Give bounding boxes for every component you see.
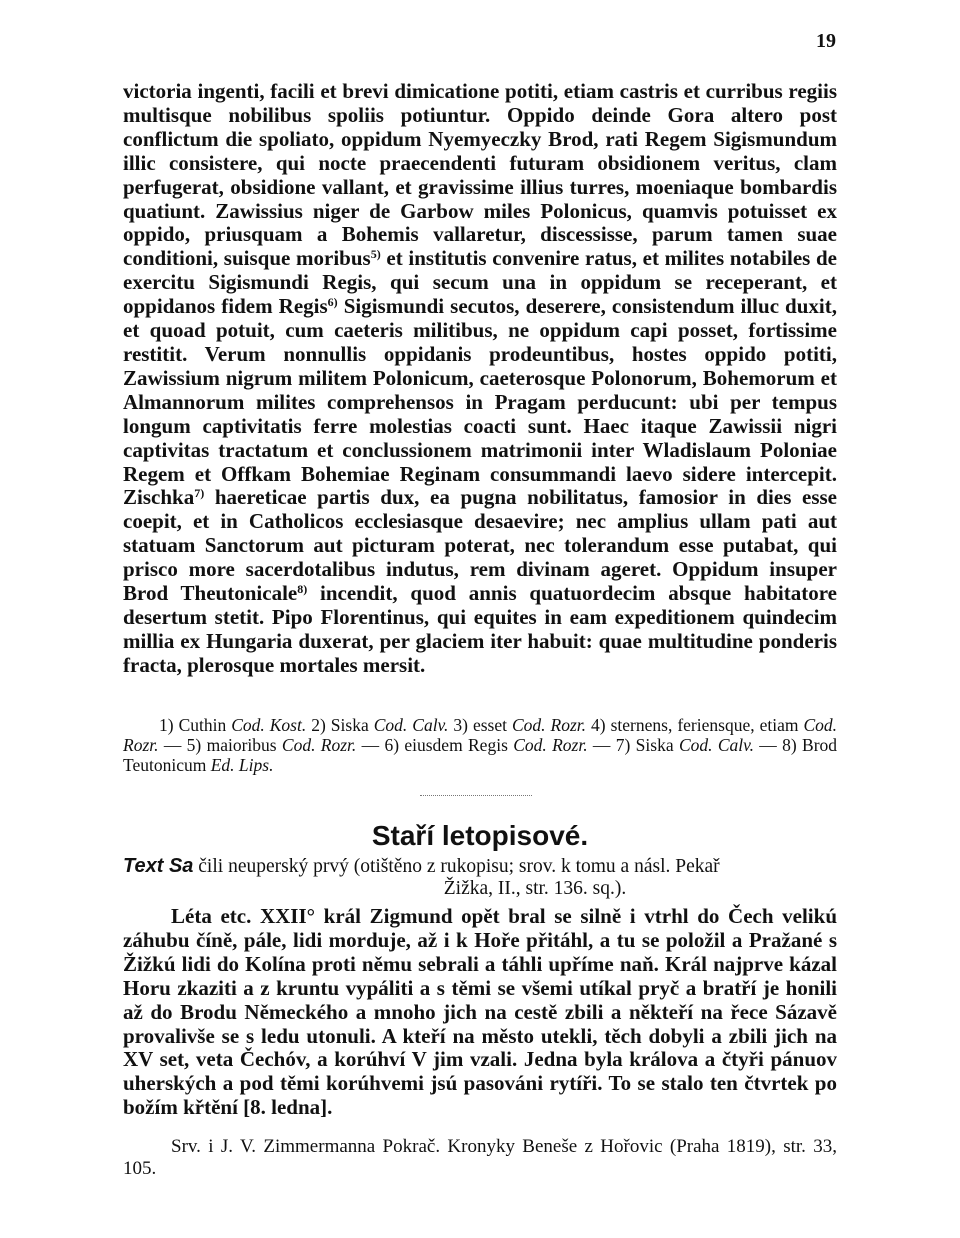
latin-text-part-5: incendit, quod annis quatuordecim absque habitatore desertum stetit. Pipo Florentinus, qui equites in eam expeditionem quindecim millia ex Hungaria duxerat, per glaciem iter habuit: quae multitudine ponderis fracta, plerosque mortales mersit. [123,581,837,677]
latin-text-part-2: et institutis convenire ratus, et milites notabiles de exercitu Sigismundi Regis, qui secum una in oppidum se receperant, et oppidanos fidem Regis [123,246,838,319]
source-note [123,1136,837,1180]
footnote-text: Siska [630,735,679,755]
footnote-text: Brod Teutonicum [123,735,838,775]
footnote-text: esset [467,715,512,735]
latin-paragraph [123,80,837,678]
footnote-ref-7: 7) [194,486,205,501]
footnote-text: eiusdem Regis [399,735,514,755]
source-note-text: Srv. i J. V. Zimmermanna Pokrač. Kronyky Beneše z Hořovic (Praha 1819), str. 33, 105. [123,1136,837,1179]
footnote-marker: — 8) [753,735,797,755]
footnote-source: Cod. Kost. [231,715,307,735]
footnote-source: Cod. Rozr. [512,715,587,735]
text-label: Text Sa [123,855,194,877]
section-divider [420,795,532,796]
footnote-ref-5: 5) [370,247,381,262]
footnote-text: maioribus [201,735,282,755]
czech-paragraph: Léta etc. XXII° král Zigmund opět bral se silně i vtrhl do Čech velikú záhubu číně, pále, lidi morduje, až i k Hoře přitáhl, a tu se položil a Pražané s Žižkú lidi do Kolína proti němu sebrali a táhli upříme naň. Král najprve kázal Horu zkaziti a z kruntu vypáliti a s těmi se všemi utíkal pryč a bratří je honili až do Brodu Německého a mnoho jich na cestě zbili a někteří na řece Sázavě provalivše se s ledu utonuli. A kteří na město utekli, těch dobyli a zbili jich na XV set, veta Čechóv, a korúhví V jim vzali. Jedna byla králova a čtyři pánuov uherských a pod těmi korúhvemi jsú pasováni rytíři. To se stalo ten čtvrtek po božím křtění [8. ledna]. [123,904,837,1120]
section-heading: Staří letopisové. [371,820,589,851]
footnote-text: Cuthin [173,715,232,735]
footnote-ref-8: 8) [297,582,308,597]
czech-body-text [123,905,837,1120]
section-subheading [123,855,837,900]
footnote-source: Cod. Rozr. [281,735,357,755]
subheading-text: čili neuperský prvý (otištěno z rukopisu; srov. k tomu a násl. Pekař [193,856,720,877]
page-number: 19 [816,30,836,52]
footnote-source: Cod. Rozr. [123,715,838,755]
footnote-marker: 3) [448,715,468,735]
footnote-marker: — 5) [158,735,202,755]
footnote-marker: — 7) [587,735,631,755]
footnote-ref-6: 6) [327,295,338,310]
footnote-block [123,715,837,775]
footnote-source: Ed. Lips. [210,755,274,775]
footnote-marker: 2) [306,715,326,735]
footnote-marker: — 6) [356,735,400,755]
latin-text-part-1: victoria ingenti, facili et brevi dimicatione potiti, etiam castris et curribus regiis multisque nobilibus spoliis potiuntur. Oppido deinde Gora altero post conflictum die spoliato, oppidum Nyemyeczky Brod, rati Regem Sigismundum illic consistere, qui nocte praecendenti futuram obsidionem veritus, clam perfugerat, obsidione vallant, et gravissime illius turres, moeniaque bombardis quatiunt. Zawissius niger de Garbow miles Polonicus, quamvis potuisset ex oppido, priusquam a Bohemis vallaretur, discessisse, parum tamen suae conditioni, suisque moribus [123,79,837,271]
footnotes [123,715,837,775]
subheading-line-1 [123,855,837,878]
footnote-source: Cod. Rozr. [513,735,588,755]
footnote-source: Cod. Calv. [678,735,754,755]
latin-body-text [123,80,837,678]
footnote-source: Cod. Calv. [373,715,449,735]
footnote-text: Siska [325,715,374,735]
footnote-marker: 4) [586,715,606,735]
latin-text-part-3: Sigismundi secutos, deserere, consistendum illuc duxit, et quoad potuit, cum caeteris militibus, ne oppidum capi posset, fortissime restitit. Verum nonnullis oppidanis prodeuntibus, hostes oppido potiti, Zawissium nigrum militem Polonicum, caeterosque Polonorum, Bohemorum et Almannorum milites comprehensos in Pragam perducunt: ubi per tempus longum captivitatis ferre molestias coacti sunt. Haec itaque Zawissii nigri captivitas tractatum et conclussionem matrimonii inter Wladislaum Poloniae Regem et Offkam Bohemiae Reginam consummandi laevo sidere intercepit. Zischka [123,294,837,510]
footnote-text: sternens, feriensque, etiam [605,715,804,735]
subheading-line-2: Žižka, II., str. 136. sq.). [443,878,627,899]
latin-text-part-4: haereticae partis dux, ea pugna nobilitatus, famosior in dies esse coepit, et in Catholicos ecclesiasque desaevire; nec amplius ullam pati aut statuam Sanctorum aut picturam poterat, nec tolerandum esse putabat, qui prisco more sacerdotalibus indutus, rem divinam ageret. Oppidum insuper Brod Theutonicale [123,485,837,606]
footnote-marker: 1) [159,715,174,735]
